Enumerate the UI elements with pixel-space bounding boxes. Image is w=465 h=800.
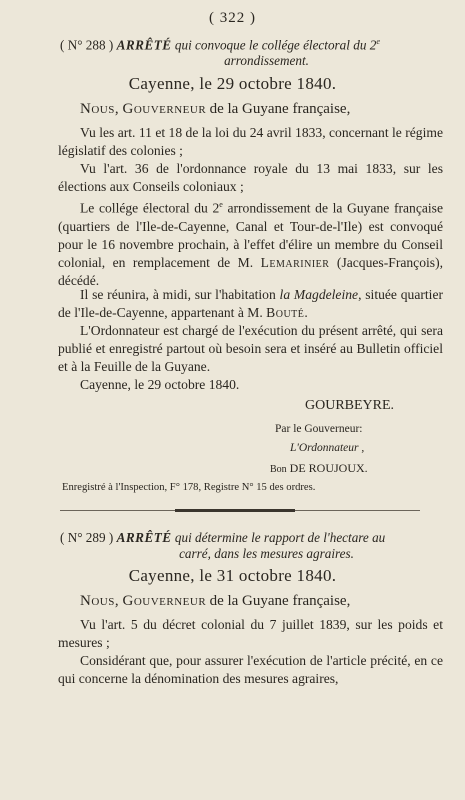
- p3-a: Le collége électoral du 2: [80, 200, 220, 216]
- par-le-gouverneur: Par le Gouverneur:: [275, 423, 363, 435]
- arrete-288-dateline: Cayenne, le 29 octobre 1840.: [128, 74, 337, 93]
- paragraph-reunion: [58, 286, 443, 322]
- arrete-number: ( N° 288 ): [60, 37, 114, 53]
- p3-name: Lemarinier: [260, 254, 330, 270]
- p3-b: arrondissement de la Guyane française (quartiers de l'Ile-de-Cayenne, Canal et Tour-de-l'Ile) est convoqué pour le 16 novembre prochain, à l'effet d'élire un membre du Conseil colonial, en remplacement de M.: [58, 200, 443, 270]
- nous-word: Nous,: [80, 101, 120, 117]
- registration-note: Enregistré à l'Inspection, F° 178, Registre N° 15 des ordres.: [62, 482, 316, 493]
- baron-roujoux: [270, 461, 368, 476]
- page-number: ( 322 ): [209, 10, 256, 26]
- p3-c: (Jacques-François), décédé.: [58, 254, 443, 288]
- p3-sup: e: [219, 200, 223, 209]
- nous-line: [80, 592, 443, 610]
- arrete-title-word: ARRÊTÉ: [116, 37, 172, 53]
- arrete-title: qui détermine le rapport de l'hectare au: [174, 530, 386, 545]
- paragraph-considerant: Considérant que, pour assurer l'exécution de l'article précité, en ce qui concerne la dénomination des mesures agraires,: [58, 653, 443, 686]
- baron-abbrev: Bon: [270, 464, 287, 475]
- arrete-289-heading: [60, 530, 443, 562]
- arrete-title-line2: arrondissement.: [224, 53, 309, 69]
- paragraph-ordonnateur: L'Ordonnateur est chargé de l'exécution du présent arrêté, qui sera publié et enregistré partout où besoin sera et inséré au Bulletin officiel et à la Feuille de la Guyane.: [58, 323, 443, 374]
- roujoux-name: DE ROUJOUX.: [289, 461, 368, 475]
- closing-date: Cayenne, le 29 octobre 1840.: [80, 377, 240, 392]
- p4-place: la Magdeleine: [279, 287, 359, 302]
- arrete-288-heading: [60, 34, 443, 69]
- separator-ornament: [175, 509, 295, 512]
- arrete-title: qui convoque le collége électoral du 2: [174, 37, 377, 53]
- paragraph-vu-decret: Vu l'art. 5 du décret colonial du 7 juillet 1839, sur les poids et mesures ;: [58, 617, 443, 650]
- arrete-title-word: ARRÊTÉ: [116, 530, 172, 545]
- p4-name: Bouté: [266, 305, 305, 320]
- arrete-title-line2: carré, dans les mesures agraires.: [179, 546, 354, 561]
- nous-word: Nous,: [80, 593, 120, 609]
- p4-a: Il se réunira, à midi, sur l'habitation: [80, 287, 280, 302]
- ordonnateur-label: L'Ordonnateur ,: [290, 442, 365, 454]
- arrete-title-sup: e: [376, 37, 380, 46]
- arrete-number: ( N° 289 ): [60, 530, 114, 545]
- nous-rest: de la Guyane française,: [209, 593, 351, 609]
- paragraph-vu-loi: Vu les art. 11 et 18 de la loi du 24 avril 1833, concernant le régime législatif des colonies ;: [58, 125, 443, 158]
- nous-rest: de la Guyane française,: [209, 101, 351, 117]
- paragraph-vu-ordonnance: Vu l'art. 36 de l'ordonnance royale du 13 mai 1833, sur les élections aux Conseils coloniaux ;: [58, 161, 443, 194]
- p4-c: .: [304, 305, 308, 320]
- signature-gourbeyre: GOURBEYRE.: [305, 398, 395, 413]
- p4-b: , située quartier de l'Ile-de-Cayenne, appartenant à M.: [58, 287, 444, 320]
- gouverneur-word: Gouverneur: [122, 593, 207, 609]
- arrete-289-dateline: Cayenne, le 31 octobre 1840.: [128, 566, 337, 585]
- paragraph-college: [58, 196, 443, 290]
- nous-line: [80, 100, 443, 118]
- gouverneur-word: Gouverneur: [122, 101, 207, 117]
